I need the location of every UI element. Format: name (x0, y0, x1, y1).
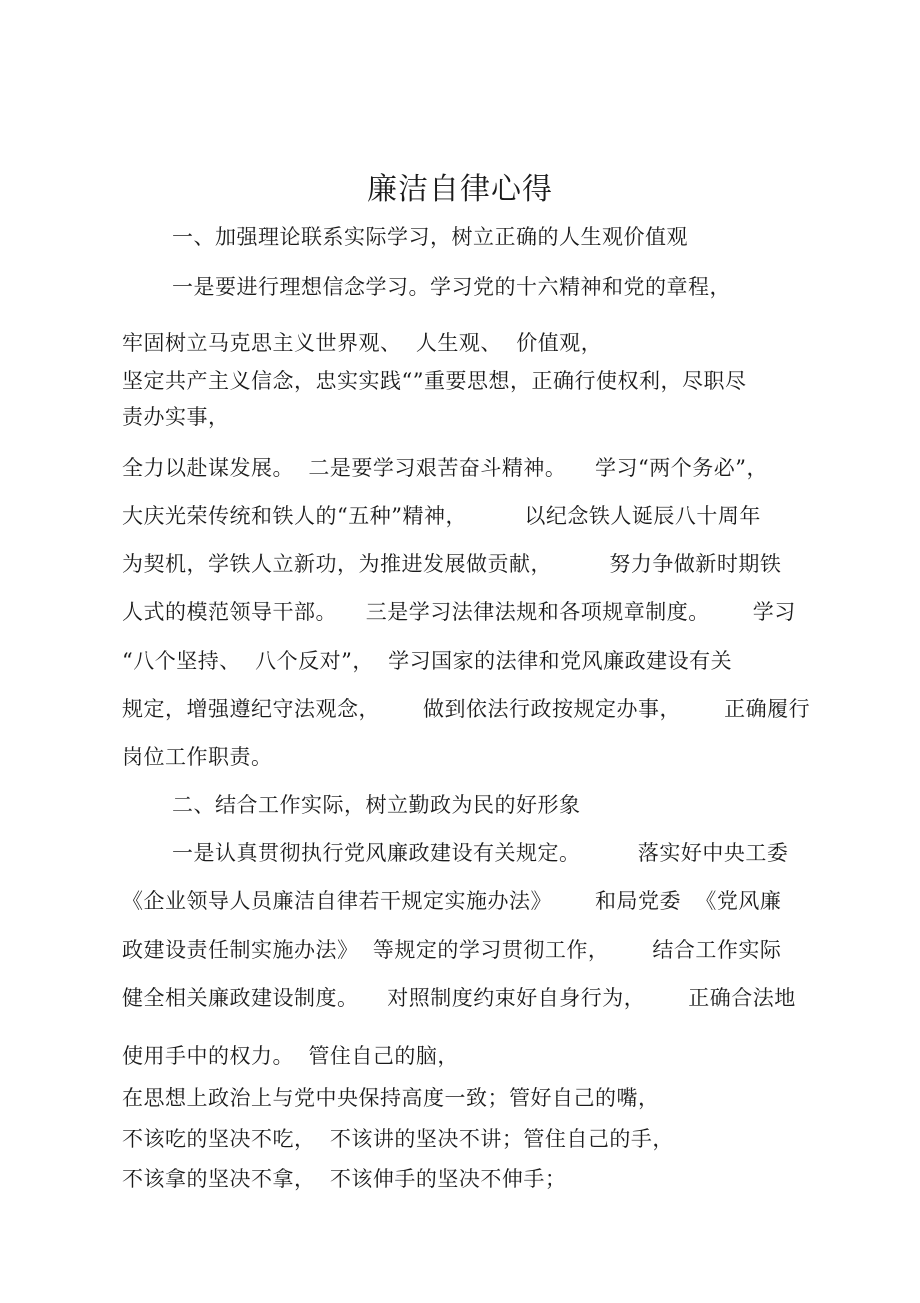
paragraph-line: 一是认真贯彻执行党风廉政建设有关规定。 落实好中央工委 (172, 841, 789, 865)
section-heading-1: 一、加强理论联系实际学习，树立正确的人生观价值观 (172, 225, 688, 249)
paragraph-line: 健全相关廉政建设制度。 对照制度约束好自身行为， 正确合法地 (122, 986, 796, 1010)
paragraph-line: “八个坚持、 八个反对”， 学习国家的法律和党风廉政建设有关 (122, 649, 733, 673)
paragraph-line: 使用手中的权力。 管住自己的脑， (122, 1044, 459, 1068)
paragraph-line: 《企业领导人员廉洁自律若干规定实施办法》 和局党委 《党风廉 (122, 889, 782, 913)
paragraph-line: 不该吃的坚决不吃， 不该讲的坚决不讲；管住自己的手， (122, 1127, 674, 1151)
paragraph-line: 岗位工作职责。 (122, 745, 273, 769)
document-title: 廉洁自律心得 (367, 172, 553, 207)
paragraph-line: 政建设责任制实施办法》 等规定的学习贯彻工作， 结合工作实际 (122, 938, 782, 962)
section-heading-2: 二、结合工作实际，树立勤政为民的好形象 (172, 793, 581, 817)
paragraph-line: 坚定共产主义信念，忠实实践“”重要思想，正确行使权利，尽职尽 (122, 369, 747, 393)
paragraph-line: 责办实事， (122, 405, 230, 429)
paragraph-line: 规定，增强遵纪守法观念， 做到依法行政按规定办事， 正确履行 (122, 697, 811, 721)
paragraph-line: 为契机，学铁人立新功，为推进发展做贡献， 努力争做新时期铁 (122, 552, 782, 576)
paragraph-line: 牢固树立马克思主义世界观、 人生观、 价值观， (122, 331, 603, 355)
paragraph-line: 全力以赴谋发展。 二是要学习艰苦奋斗精神。 学习“两个务必”， (122, 456, 769, 480)
paragraph-line: 一是要进行理想信念学习。学习党的十六精神和党的章程， (172, 275, 731, 299)
paragraph-line: 不该拿的坚决不拿， 不该伸手的坚决不伸手； (122, 1167, 567, 1191)
paragraph-line: 在思想上政治上与党中央保持高度一致；管好自己的嘴， (122, 1086, 660, 1110)
paragraph-line: 人式的模范领导干部。 三是学习法律法规和各项规章制度。 学习 (122, 600, 796, 624)
paragraph-line: 大庆光荣传统和铁人的“五种”精神， 以纪念铁人诞辰八十周年 (122, 504, 761, 528)
